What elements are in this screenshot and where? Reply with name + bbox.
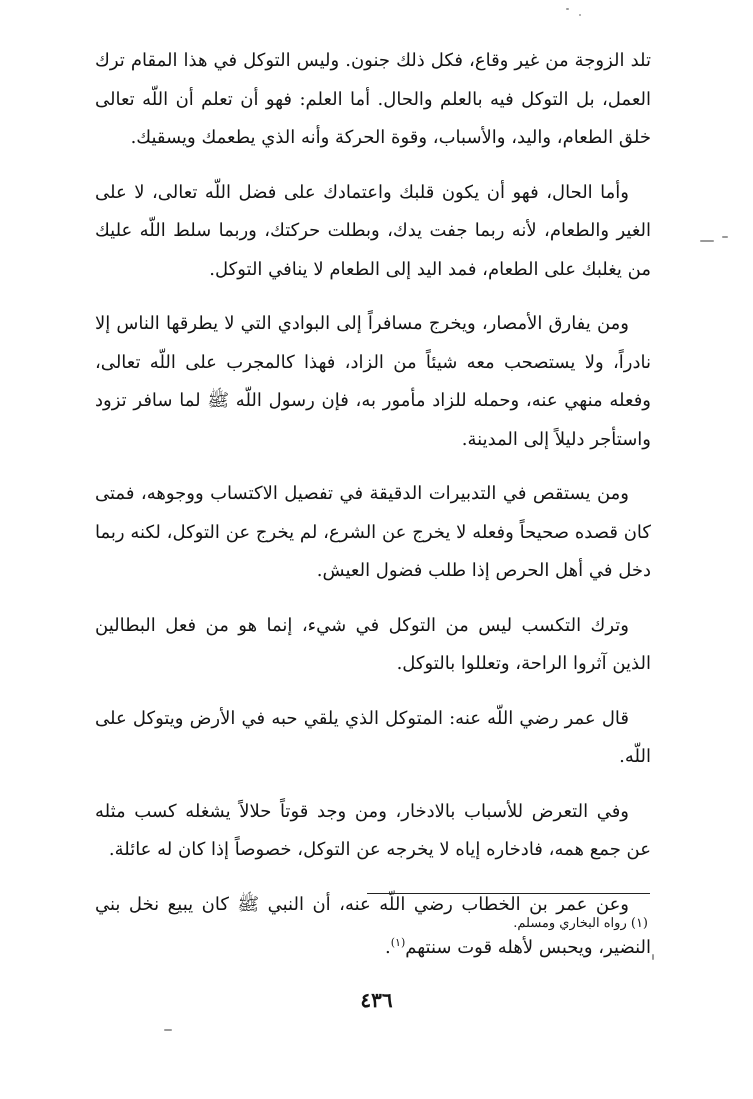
- scan-speck: [566, 8, 569, 10]
- paragraph-3: ومن يفارق الأمصار، ويخرج مسافراً إلى البوادي التي لا يطرقها الناس إلا نادراً، ولا يستصحب معه شيئاً من الزاد، فهذا كالمجرب على اللّه تعالى، وفعله منهي عنه، وحمله للزاد مأمور به، فإن رسول اللّه ﷺ لما سافر تزود واستأجر دليلاً إلى المدينة.: [95, 313, 651, 450]
- scan-speck: [700, 240, 714, 242]
- scan-speck: [164, 1029, 172, 1031]
- scan-speck: [579, 14, 581, 16]
- footnote: (١) رواه البخاري ومسلم.: [513, 916, 648, 931]
- paragraph-2: وأما الحال، فهو أن يكون قلبك واعتمادك على فضل اللّه تعالى، لا على الغير والطعام، لأنه ربما جفت يدك، وبطلت حركتك، وربما سلط اللّه عليك من يغلبك على الطعام، فمد اليد إلى الطعام لا ينافي التوكل.: [95, 181, 651, 280]
- scan-speck: [722, 236, 728, 238]
- paragraph-8-end: .: [385, 937, 391, 958]
- paragraph-4: ومن يستقص في التدبيرات الدقيقة في تفصيل الاكتساب ووجوهه، فمتى كان قصده صحيحاً وفعله لا يخرج عن الشرع، لم يخرج عن التوكل، لكنه ربما دخل في أهل الحرص إذا طلب فضول العيش.: [95, 483, 651, 581]
- scan-speck: [652, 954, 654, 960]
- body-text: [95, 42, 651, 984]
- paragraph-6: قال عمر رضي اللّه عنه: المتوكل الذي يلقي حبه في الأرض ويتوكل على اللّه.: [95, 707, 651, 767]
- footnote-reference[interactable]: (١): [390, 936, 406, 949]
- footnote-divider: [367, 893, 650, 894]
- paragraph-5: وترك التكسب ليس من التوكل في شيء، إنما هو من فعل البطالين الذين آثروا الراحة، وتعللوا بالتوكل.: [95, 614, 651, 674]
- paragraph-8-text: وعن عمر بن الخطاب رضي اللّه عنه، أن النبي ﷺ كان يبيع نخل بني النضير، ويحبس لأهله قوت سنتهم: [95, 893, 651, 958]
- page-number: ٤٣٦: [360, 988, 393, 1012]
- paragraph-7: وفي التعرض للأسباب بالادخار، ومن وجد قوتاً حلالاً يشغله كسب مثله عن جمع همه، فادخاره إياه لا يخرجه عن التوكل، خصوصاً إذا كان له عائلة.: [95, 800, 651, 860]
- paragraph-1: تلد الزوجة من غير وقاع، فكل ذلك جنون. وليس التوكل في هذا المقام ترك العمل، بل التوكل فيه بالعلم والحال. أما العلم: فهو أن تعلم أن اللّه تعالى خلق الطعام، واليد، والأسباب، وقوة الحركة وأنه الذي يطعمك ويسقيك.: [95, 50, 651, 148]
